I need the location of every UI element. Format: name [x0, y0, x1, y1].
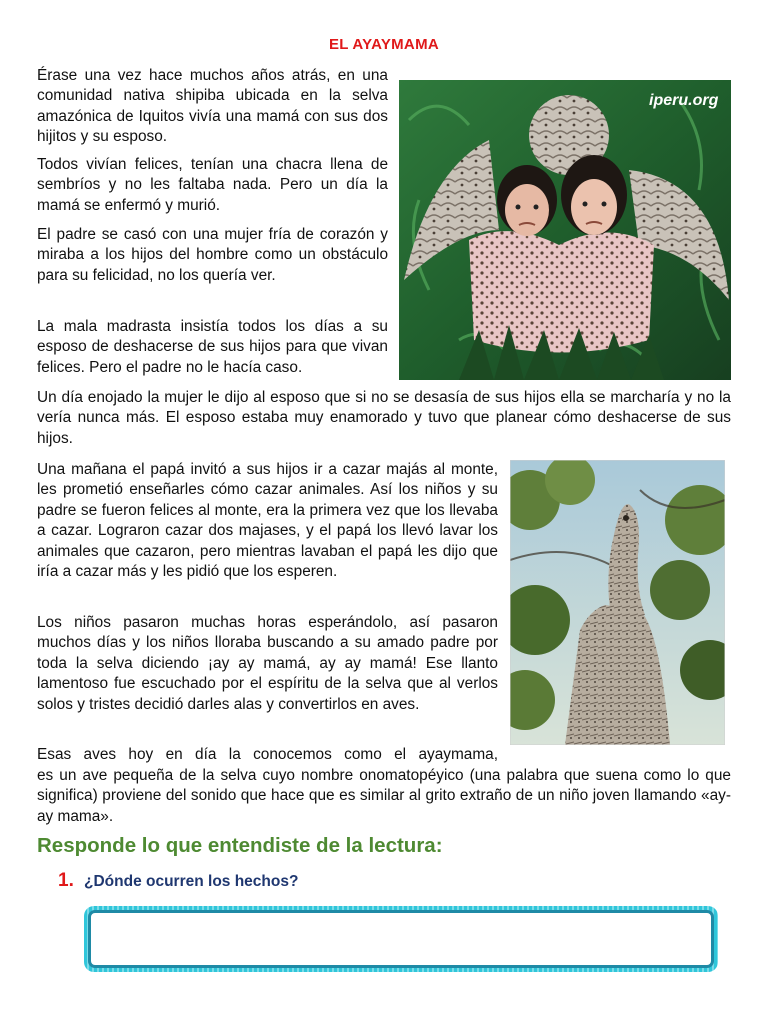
paragraph-8-line: Esas aves hoy en día la conocemos como el ayaymama,: [37, 746, 498, 763]
question-number: 1.: [58, 870, 74, 891]
section-heading: Responde lo que entendiste de la lectura:: [37, 834, 443, 857]
paragraph-1: Érase una vez hace muchos años atrás, en una comunidad nativa shipiba ubicada en la selva amazónica de Iquitos vivía una mamá con sus dos hijitos y su esposo.: [37, 67, 388, 146]
bird-photo: [510, 460, 725, 745]
answer-input[interactable]: [91, 913, 711, 965]
painting-image: [399, 80, 731, 380]
paragraph-8: es un ave pequeña de la selva cuyo nombre onomatopéyico (una palabra que suena como lo que significa) proviene del sonido que hace que es similar al grito extraño de un niño joven llamando «ay-ay mama».: [37, 767, 731, 825]
bird-on-stump-illustration: [510, 460, 725, 745]
paragraph-4: La mala madrasta insistía todos los días a su esposo de deshacerse de sus hijos para que vivan felices. Pero el padre no le hacía caso.: [37, 318, 388, 376]
answer-box: [84, 906, 718, 972]
painting-illustration: [399, 80, 731, 380]
paragraph-5: Un día enojado la mujer le dijo al esposo que si no se desasía de sus hijos ella se marcharía y no la vería nunca más. El esposo estaba muy enamorado y tuvo que planear cómo deshacerse de sus hijos.: [37, 389, 731, 447]
paragraph-7: Los niños pasaron muchas horas esperándolo, así pasaron muchos días y los niños lloraba buscando a su amado padre por toda la selva diciendo ¡ay ay mamá, ay ay mamá! Ese llanto lamentoso fue escuchado por el espíritu de la selva que al verlos solos y tristes decidió darles alas y convertirlos en aves.: [37, 614, 498, 713]
watermark-text: iperu.org: [649, 92, 719, 109]
answer-box-inner: [88, 910, 714, 968]
story-title: EL AYAYMAMA: [328, 36, 439, 53]
question-text: ¿Dónde ocurren los hechos?: [84, 873, 299, 890]
paragraph-6: Una mañana el papá invitó a sus hijos ir a cazar majás al monte, les prometió enseñarles cómo cazar animales. Así los niños y su padre se fueron felices al monte, era la primera vez que los llevaba a cazar. Lograron cazar dos majases, y el papá los llevó lavar los animales que cazaron, pero mientras lavaban el papá les dijo que iría a cazar más y les pidió que los esperen.: [37, 461, 498, 581]
paragraph-3: El padre se casó con una mujer fría de corazón y miraba a los hijos del hombre como un obstáculo para su felicidad, no los quería ver.: [37, 226, 388, 284]
paragraph-2: Todos vivían felices, tenían una chacra llena de sembríos y no les faltaba nada. Pero un día la mamá se enfermó y murió.: [37, 156, 388, 214]
